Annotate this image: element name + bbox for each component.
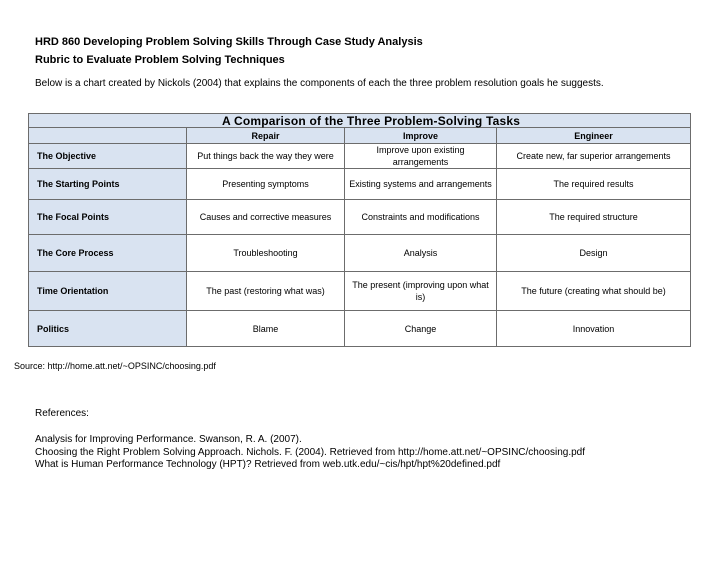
table-title-row (29, 114, 691, 128)
table-cell: Blame (187, 311, 345, 347)
table-cell: Constraints and modifications (345, 200, 497, 235)
table-cell: Put things back the way they were (187, 144, 345, 169)
table-title: A Comparison of the Three Problem-Solving Tasks (29, 114, 691, 128)
table-row (29, 311, 691, 347)
table-row (29, 235, 691, 272)
reference-item: Analysis for Improving Performance. Swanson, R. A. (2007). (35, 434, 302, 445)
row-label: The Starting Points (29, 169, 187, 200)
column-header-engineer: Engineer (497, 128, 691, 144)
row-label: The Objective (29, 144, 187, 169)
table-cell: The present (improving upon what is) (345, 272, 497, 311)
table-cell: Existing systems and arrangements (345, 169, 497, 200)
table-cell: The past (restoring what was) (187, 272, 345, 311)
header-corner-cell (29, 128, 187, 144)
table-cell: Presenting symptoms (187, 169, 345, 200)
table-row (29, 169, 691, 200)
document-title: HRD 860 Developing Problem Solving Skills Through Case Study Analysis (35, 36, 423, 48)
document-subtitle: Rubric to Evaluate Problem Solving Techniques (35, 54, 285, 66)
references-heading: References: (35, 408, 89, 419)
reference-item: Choosing the Right Problem Solving Approach. Nichols. F. (2004). Retrieved from http://home.att.net/~OPSINC/choosing.pdf (35, 447, 586, 458)
table-row (29, 144, 691, 169)
table-cell: Innovation (497, 311, 691, 347)
column-header-improve: Improve (345, 128, 497, 144)
table-cell: Analysis (345, 235, 497, 272)
table-cell: Improve upon existing arrangements (345, 144, 497, 169)
intro-text: Below is a chart created by Nickols (2004) that explains the components of each the three problem resolution goals he suggests. (35, 78, 604, 89)
table-row (29, 200, 691, 235)
table-cell: Causes and corrective measures (187, 200, 345, 235)
source-note: Source: http://home.att.net/~OPSINC/choosing.pdf (14, 361, 216, 371)
table-cell: The future (creating what should be) (497, 272, 691, 311)
table-cell: Troubleshooting (187, 235, 345, 272)
comparison-table (28, 113, 691, 347)
row-label: Politics (29, 311, 187, 347)
column-header-repair: Repair (187, 128, 345, 144)
row-label: The Focal Points (29, 200, 187, 235)
row-label: The Core Process (29, 235, 187, 272)
table-cell: The required structure (497, 200, 691, 235)
table-cell: Create new, far superior arrangements (497, 144, 691, 169)
table-cell: The required results (497, 169, 691, 200)
table-cell: Change (345, 311, 497, 347)
reference-item: What is Human Performance Technology (HPT)? Retrieved from web.utk.edu/~cis/hpt/hpt%20defined.pdf (35, 459, 501, 470)
table-cell: Design (497, 235, 691, 272)
table-header-row (29, 128, 691, 144)
row-label: Time Orientation (29, 272, 187, 311)
table-row (29, 272, 691, 311)
